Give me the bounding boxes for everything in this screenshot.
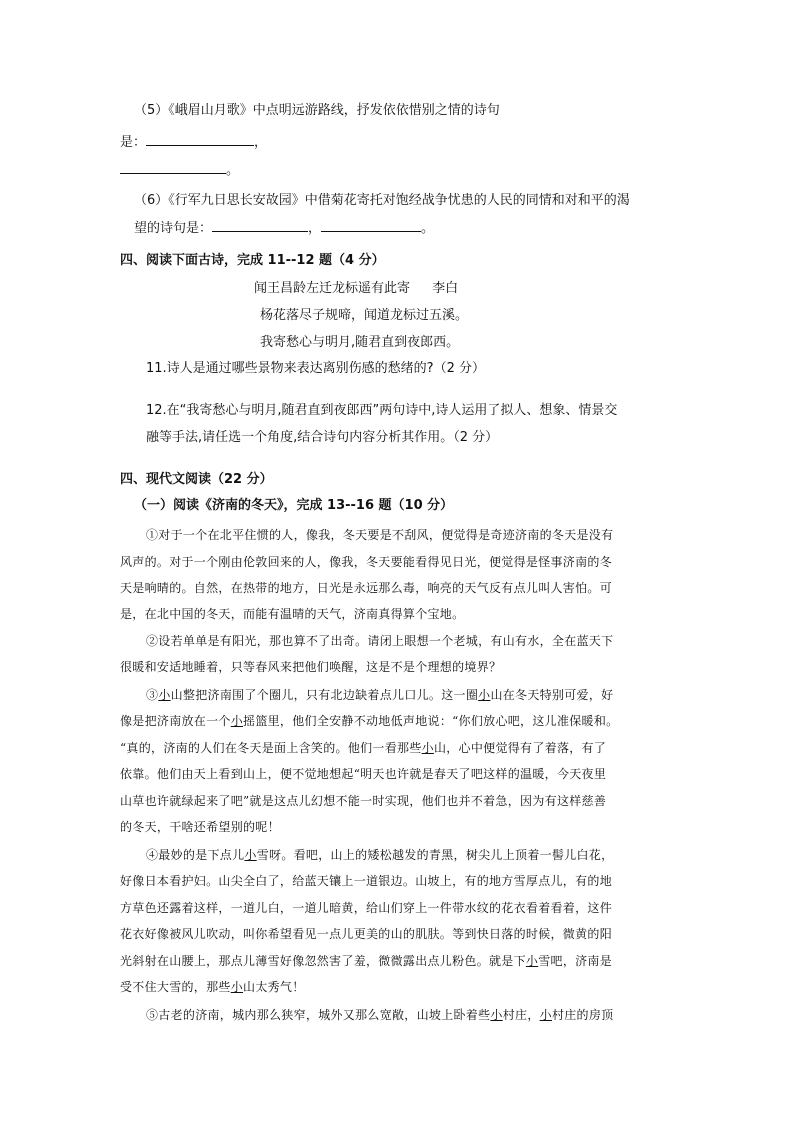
q6-line-1 — [134, 192, 630, 210]
question-12-line-1: 12.在“我寄愁心与明月,随君直到夜郎西”两句诗中,诗人运用了拟人、想象、情景交 — [146, 403, 618, 418]
passage-p1-line-4: 是，在北中国的冬天，而能有温晴的天气，济南真得算个宝地。 — [120, 607, 465, 621]
modern-sub-heading: （一）阅读《济南的冬天》，完成 13--16 题（10 分） — [134, 498, 454, 513]
q6-end: 。 — [421, 221, 435, 236]
q6-line-1-text: （6）《行军九日思长安故园》中借菊花寄托对饱经战争忧患的人民的同情和对和平的渴 — [134, 193, 630, 208]
p3-l1-c: 山在冬天特别可爱，好 — [490, 688, 614, 702]
p5-l1-u2: 小 — [539, 1008, 552, 1022]
p3-l3-a: “真的，济南的人们在冬天是面上含笑的。他们一看那些 — [120, 741, 422, 755]
question-11: 11.诗人是通过哪些景物来表达离别伤感的愁绪的?（2 分） — [146, 361, 485, 376]
p5-l1-c: 村庄的房顶 — [551, 1008, 614, 1022]
q5-answer-line-2 — [120, 161, 239, 180]
q5-answer-prefix: 是： — [120, 135, 147, 150]
p4-l6-a: 受不住大雪的，那些 — [120, 980, 231, 994]
passage-p1-line-3: 天是响晴的。自然，在热带的地方，日光是永远那么毒，响亮的天气反有点儿叫人害怕。可 — [120, 581, 613, 595]
poem-author: 李白 — [432, 281, 459, 296]
p4-l6-u1: 小 — [230, 980, 244, 994]
poem-section-heading: 四、阅读下面古诗，完成 11--12 题（4 分） — [120, 253, 385, 268]
poem-verse-1: 杨花落尽子规啼，闻道龙标过五溪。 — [260, 308, 469, 323]
p5-l1-b: 村庄， — [502, 1008, 540, 1022]
q5-prompt — [134, 102, 500, 120]
p4-l6-b: 山太秀气！ — [243, 980, 305, 994]
passage-p3-line-4: 依靠。他们由天上看到山上，便不觉地想起“明天也许就是春天了吧这样的温暖，今天夜里 — [120, 767, 607, 781]
p3-l2-u1: 小 — [230, 714, 244, 728]
passage-p1-line-1: ①对于一个在北平住惯的人，像我，冬天要是不刮风，便觉得是奇迹济南的冬天是没有 — [146, 528, 614, 542]
p3-l1-b: 山整把济南围了个圈儿，只有北边缺着点儿口儿。这一圈 — [170, 688, 479, 702]
passage-p4-line-2: 好像日本看护妇。山尖全白了，给蓝天镶上一道银边。山坡上，有的地方雪厚点儿，有的地 — [120, 874, 613, 888]
poem-verse-2: 我寄愁心与明月,随君直到夜郎西。 — [260, 335, 460, 350]
question-12-line-2: 融等手法,请任选一个角度,结合诗句内容分析其作用。（2 分） — [146, 430, 499, 445]
passage-p3-line-2 — [120, 712, 618, 730]
q5-blank-1[interactable] — [146, 133, 254, 146]
poem-title: 闻王昌龄左迁龙标遥有此寄 — [254, 281, 411, 296]
passage-p4-line-4: 花衣好像被风儿吹动，叫你希望看见一点儿更美的山的肌肤。等到快日落的时候，微黄的阳 — [120, 927, 613, 941]
passage-p3-line-1 — [146, 686, 613, 704]
q5-end: 。 — [226, 163, 240, 178]
p4-l5-u1: 小 — [525, 954, 539, 968]
p3-l1-u1: 小 — [158, 688, 171, 702]
p3-l3-u1: 小 — [421, 741, 434, 755]
passage-p4-line-5 — [120, 952, 612, 970]
p4-l5-b: 雪吧，济南是 — [538, 954, 613, 968]
p3-l3-b: 山，心中便觉得有了着落，有了 — [433, 741, 607, 755]
passage-p5-line-1 — [146, 1006, 613, 1024]
p3-l1-a: ③ — [146, 688, 159, 702]
poem-title-line — [254, 280, 458, 298]
q6-blank-1[interactable] — [212, 219, 308, 232]
p3-l2-a: 像是把济南放在一个 — [120, 714, 231, 728]
passage-p4-line-3: 方草色还露着这样，一道儿白，一道儿暗黄，给山们穿上一件带水纹的花衣看着看着，这件 — [120, 901, 613, 915]
p4-l5-a: 光斜射在山腰上，那点儿薄雪好像忽然害了羞，微微露出点儿粉色。就是下 — [120, 954, 526, 968]
q5-blank-2[interactable] — [120, 161, 226, 174]
q5-prompt-text: （5）《峨眉山月歌》中点明远游路线，抒发依依惜别之情的诗句 — [134, 103, 500, 118]
p3-l2-b: 摇篮里，他们全安静不动地低声地说：“你们放心吧，这儿准保暖和。 — [243, 714, 619, 728]
q6-blank-2[interactable] — [321, 219, 421, 232]
p4-l1-b: 雪呀。看吧，山上的矮松越发的青黑，树尖儿上顶着一髻儿白花， — [256, 848, 614, 862]
passage-p3-line-6: 的冬天，干啥还希望别的呢！ — [120, 820, 280, 834]
q6-line-2-prefix: 望的诗句是： — [134, 221, 213, 236]
passage-p3-line-3 — [120, 739, 606, 757]
p5-l1-a: ⑤古老的济南，城内那么狭窄，城外又那么宽敞，山坡上卧着些 — [146, 1008, 491, 1022]
passage-p4-line-1 — [146, 846, 613, 864]
passage-p2-line-2: 很暖和安适地睡着，只等春风来把他们唤醒，这是不是个理想的境界？ — [120, 660, 502, 674]
p5-l1-u1: 小 — [490, 1008, 503, 1022]
q6-line-2 — [134, 219, 434, 238]
passage-p4-line-6 — [120, 978, 305, 996]
modern-section-heading: 四、现代文阅读（22 分） — [120, 472, 273, 487]
p4-l1-u1: 小 — [244, 848, 257, 862]
passage-p1-line-2: 风声的。对于一个刚由伦敦回来的人，像我，冬天要能看得见日光，便觉得是怪事济南的冬 — [120, 555, 613, 569]
q5-answer-line — [120, 133, 267, 152]
passage-p3-line-5: 山草也许就绿起来了吧”就是这点儿幻想不能一时实现，他们也并不着急，因为有这样慈善 — [120, 794, 607, 808]
p3-l1-u2: 小 — [478, 688, 491, 702]
q5-sep: ， — [254, 135, 268, 150]
q6-sep: ， — [308, 221, 322, 236]
passage-p2-line-1: ②设若单单是有阳光，那也算不了出奇。请闭上眼想一个老城，有山有水，全在蓝天下 — [146, 634, 614, 648]
p4-l1-a: ④最妙的是下点儿 — [146, 848, 245, 862]
